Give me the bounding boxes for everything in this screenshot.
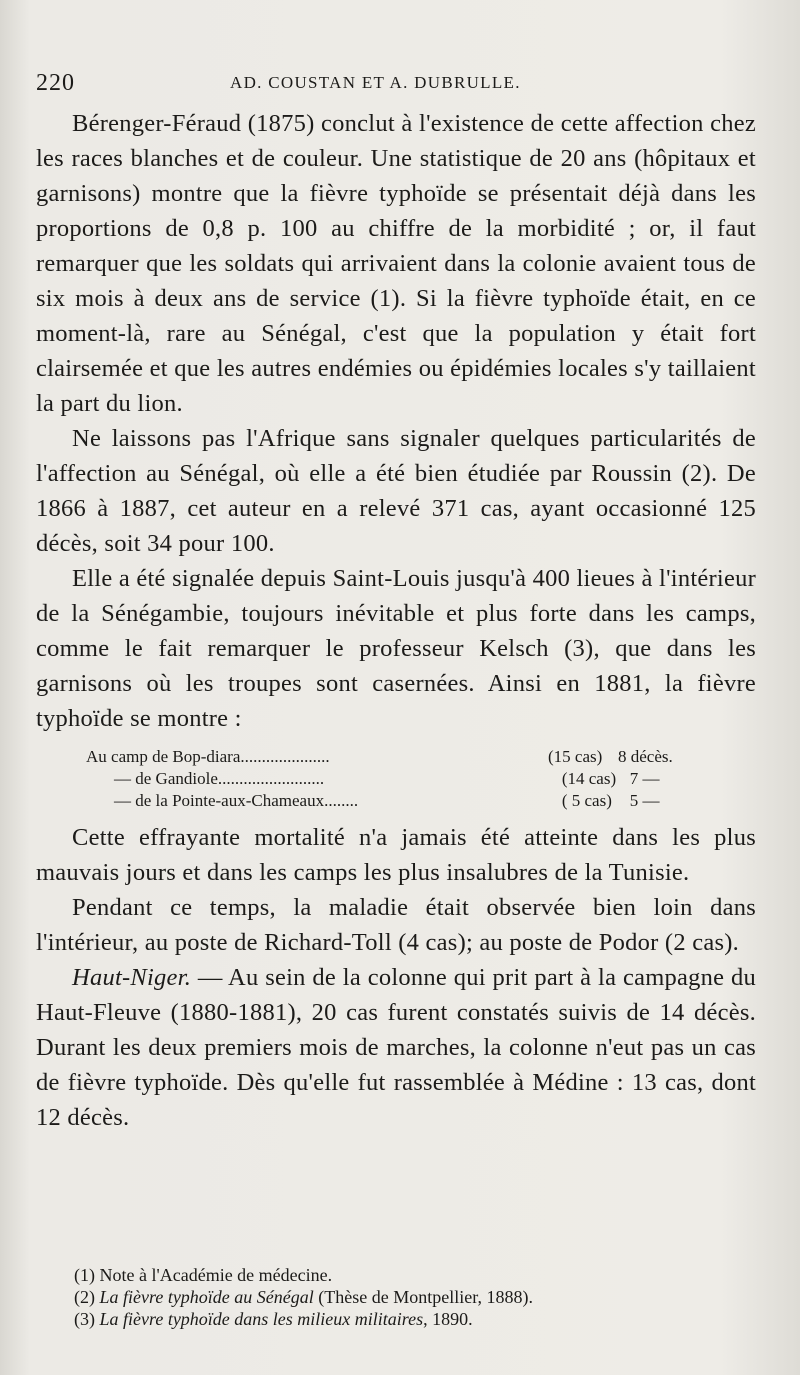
footnote-text: , 1890. bbox=[423, 1309, 473, 1329]
footnote-title: La fièvre typhoïde au Sénégal bbox=[95, 1287, 314, 1307]
footnote-text: (Thèse de Montpellier, 1888). bbox=[313, 1287, 533, 1307]
paragraph-mortalite: Cette effrayante mortalité n'a jamais été atteinte dans les plus mauvais jours et dans les camps les plus insalubres de la Tunisie. bbox=[36, 824, 756, 886]
footnote-2 bbox=[74, 1286, 764, 1308]
paragraph-roussin: Ne laissons pas l'Afrique sans signaler quelques particularités de l'affection au Sénégal, où elle a été bien étudiée par Roussin (2). De 1866 à 1887, cet auteur en a relevé 371 cas, ayant occasionné 125 décès, soit 34 pour 100. bbox=[36, 425, 756, 557]
list-item bbox=[86, 746, 746, 768]
camp-cases: ( 5 cas) bbox=[561, 791, 612, 810]
haut-niger-text: — Au sein de la colonne qui prit part à la campagne du Haut-Fleuve (1880-1881), 20 cas furent constatés suivis de 14 décès. Durant les deux premiers mois de marches, la colonne n'eut pas un cas de fièvre typhoïde. Dès qu'elle fut rassemblée à Médine : 13 cas, dont 12 décès. bbox=[36, 964, 756, 1131]
section-heading-haut-niger: Haut-Niger. bbox=[72, 964, 192, 991]
camp-name: Au camp de Bop-diara..................... bbox=[86, 747, 330, 766]
running-title: AD. COUSTAN ET A. DUBRULLE. bbox=[230, 73, 521, 92]
footnotes bbox=[74, 1264, 764, 1330]
footnote-3 bbox=[74, 1308, 764, 1330]
camp-cases: (15 cas) bbox=[548, 747, 603, 766]
camp-deaths: 7 — bbox=[629, 769, 660, 788]
footnote-title: La fièvre typhoïde dans les milieux militaires bbox=[95, 1309, 424, 1329]
paragraph-kelsch: Elle a été signalée depuis Saint-Louis jusqu'à 400 lieues à l'intérieur de la Sénégambie, toujours inévitable et plus forte dans les camps, comme le fait remarquer le professeur Kelsch (3), que dans les garnisons où les troupes sont casernées. Ainsi en 1881, la fièvre typhoïde se montre : bbox=[36, 565, 756, 732]
footnote-number: (1) bbox=[74, 1265, 95, 1285]
paragraph-haut-niger bbox=[36, 960, 756, 1135]
camp-cases-list bbox=[86, 746, 746, 812]
camp-name: — de Gandiole......................... bbox=[114, 769, 325, 788]
camp-deaths: 5 — bbox=[629, 791, 660, 810]
paragraph-berenger: Bérenger-Féraud (1875) conclut à l'existence de cette affection chez les races blanches et de couleur. Une statistique de 20 ans (hôpitaux et garnisons) montre que la fièvre typhoïde se présentait déjà dans les proportions de 0,8 p. 100 au chiffre de la morbidité ; or, il faut remarquer que les soldats qui arrivaient dans la colonie avaient tous de six mois à deux ans de service (1). Si la fièvre typhoïde était, en ce moment-là, rare au Sénégal, c'est que la population y était fort clairsemée et que les autres endémies ou épidémies locales s'y taillaient la part du lion. bbox=[36, 110, 756, 417]
footnote-text: Note à l'Académie de médecine. bbox=[95, 1265, 333, 1285]
camp-deaths: 8 décès. bbox=[618, 747, 673, 766]
camp-cases: (14 cas) bbox=[561, 769, 617, 788]
list-item bbox=[86, 790, 746, 812]
paragraph-richard-toll: Pendant ce temps, la maladie était observée bien loin dans l'intérieur, au poste de Richard-Toll (4 cas); au poste de Podor (2 cas). bbox=[36, 894, 756, 956]
camp-name: — de la Pointe-aux-Chameaux........ bbox=[114, 791, 359, 810]
page-number: 220 bbox=[36, 70, 75, 96]
list-item bbox=[86, 768, 746, 790]
body-text bbox=[36, 106, 756, 1135]
footnote-number: (2) bbox=[74, 1287, 95, 1307]
footnote-1 bbox=[74, 1264, 764, 1286]
footnote-number: (3) bbox=[74, 1309, 95, 1329]
running-head bbox=[36, 70, 756, 100]
